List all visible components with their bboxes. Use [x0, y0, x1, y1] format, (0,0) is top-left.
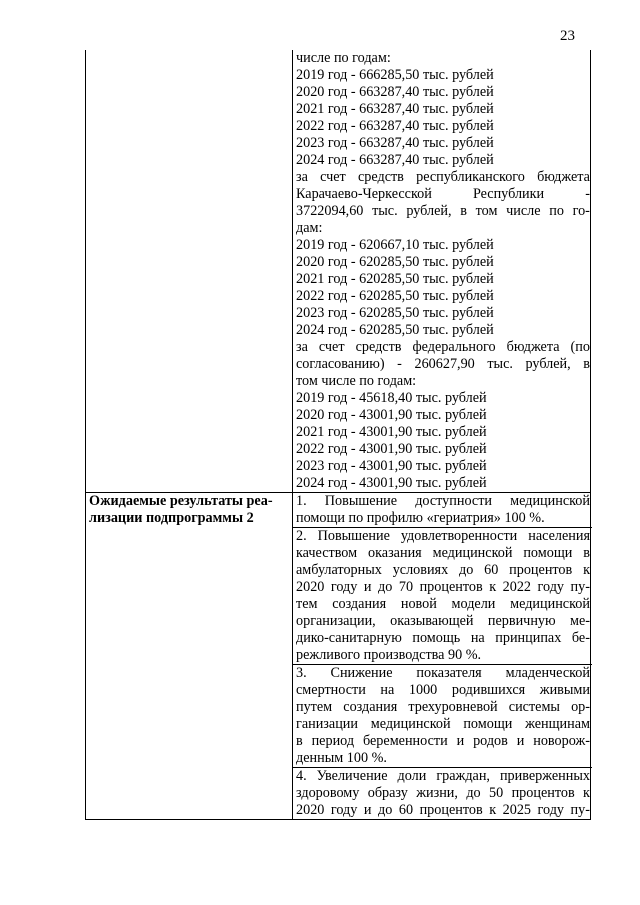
- label-line: Ожидаемые результаты реа-: [89, 493, 273, 509]
- text-line: 2020 год - 43001,90 тыс. рублей: [296, 407, 487, 423]
- text-line: организации, оказывающей первичную ме-: [296, 613, 590, 629]
- text-line: 2021 год - 620285,50 тыс. рублей: [296, 271, 494, 287]
- text-line: 2019 год - 620667,10 тыс. рублей: [296, 237, 494, 253]
- text-line: 2022 год - 663287,40 тыс. рублей: [296, 118, 494, 134]
- text-line: 2022 год - 43001,90 тыс. рублей: [296, 441, 487, 457]
- text-line: амбулаторных условиях до 60 процентов к: [296, 562, 590, 578]
- text-line: здоровому образу жизни, до 50 процентов к: [296, 785, 590, 801]
- text-line: 2024 год - 663287,40 тыс. рублей: [296, 152, 494, 168]
- label-line: лизации подпрограммы 2: [89, 510, 254, 526]
- table-row-funding: [86, 50, 591, 493]
- page-number: 23: [560, 28, 575, 44]
- text-line: 2024 год - 43001,90 тыс. рублей: [296, 475, 487, 491]
- text-line: согласованию) - 260627,90 тыс. рублей, в: [296, 356, 590, 372]
- text-line: путем создания трехуровневой системы ор-: [296, 699, 590, 715]
- text-line: денным 100 %.: [296, 750, 387, 766]
- result-item: [292, 527, 592, 664]
- text-line: в период беременности и родов и новорож-: [296, 733, 590, 749]
- text-line: за счет средств федерального бюджета (по: [296, 339, 590, 355]
- text-line: 3. Снижение показателя младенческой: [296, 665, 590, 681]
- text-line: за счет средств республиканского бюджета: [296, 169, 590, 185]
- text-line: 2023 год - 663287,40 тыс. рублей: [296, 135, 494, 151]
- empty-label-cell: [86, 50, 293, 493]
- text-line: 1. Повышение доступности медицинской: [296, 493, 590, 509]
- text-line: качеством оказания медицинской помощи в: [296, 545, 590, 561]
- results-label-cell: [86, 493, 293, 820]
- text-line: 2020 год - 663287,40 тыс. рублей: [296, 84, 494, 100]
- program-table: [85, 50, 591, 820]
- text-line: Карачаево-Черкесской Республики -: [296, 186, 590, 202]
- result-item: [296, 493, 590, 527]
- text-line: 2019 год - 45618,40 тыс. рублей: [296, 390, 487, 406]
- text-line: помощи по профилю «гериатрия» 100 %.: [296, 510, 545, 526]
- text-line: 2022 год - 620285,50 тыс. рублей: [296, 288, 494, 304]
- text-line: ганизации медицинской помощи женщинам: [296, 716, 590, 732]
- table-row-results: [86, 493, 591, 820]
- text-line: 2023 год - 43001,90 тыс. рублей: [296, 458, 487, 474]
- text-line: 2020 год - 620285,50 тыс. рублей: [296, 254, 494, 270]
- text-line: дико-санитарную помощь на принципах бе-: [296, 630, 590, 646]
- result-item: [292, 767, 592, 819]
- results-cell: [293, 493, 591, 820]
- text-line: 2020 году и до 70 процентов к 2022 году пу-: [296, 579, 590, 595]
- text-line: 2021 год - 43001,90 тыс. рублей: [296, 424, 487, 440]
- text-line: 2020 году и до 60 процентов к 2025 году пу-: [296, 802, 590, 818]
- text-line: режливого производства 90 %.: [296, 647, 482, 663]
- funding-cell: [293, 50, 591, 493]
- text-line: том числе по годам:: [296, 373, 417, 389]
- text-line: дам:: [296, 220, 323, 236]
- text-line: 2019 год - 666285,50 тыс. рублей: [296, 67, 494, 83]
- text-line: 2. Повышение удовлетворенности населения: [296, 528, 590, 544]
- result-item: [292, 664, 592, 767]
- text-line: смертности на 1000 родившихся живыми: [296, 682, 590, 698]
- text-line: числе по годам:: [296, 50, 391, 66]
- text-line: 2023 год - 620285,50 тыс. рублей: [296, 305, 494, 321]
- text-line: 3722094,60 тыс. рублей, в том числе по го-: [296, 203, 590, 219]
- text-line: 4. Увеличение доли граждан, приверженных: [296, 768, 590, 784]
- text-line: 2024 год - 620285,50 тыс. рублей: [296, 322, 494, 338]
- text-line: тем создания новой модели медицинской: [296, 596, 590, 612]
- text-line: 2021 год - 663287,40 тыс. рублей: [296, 101, 494, 117]
